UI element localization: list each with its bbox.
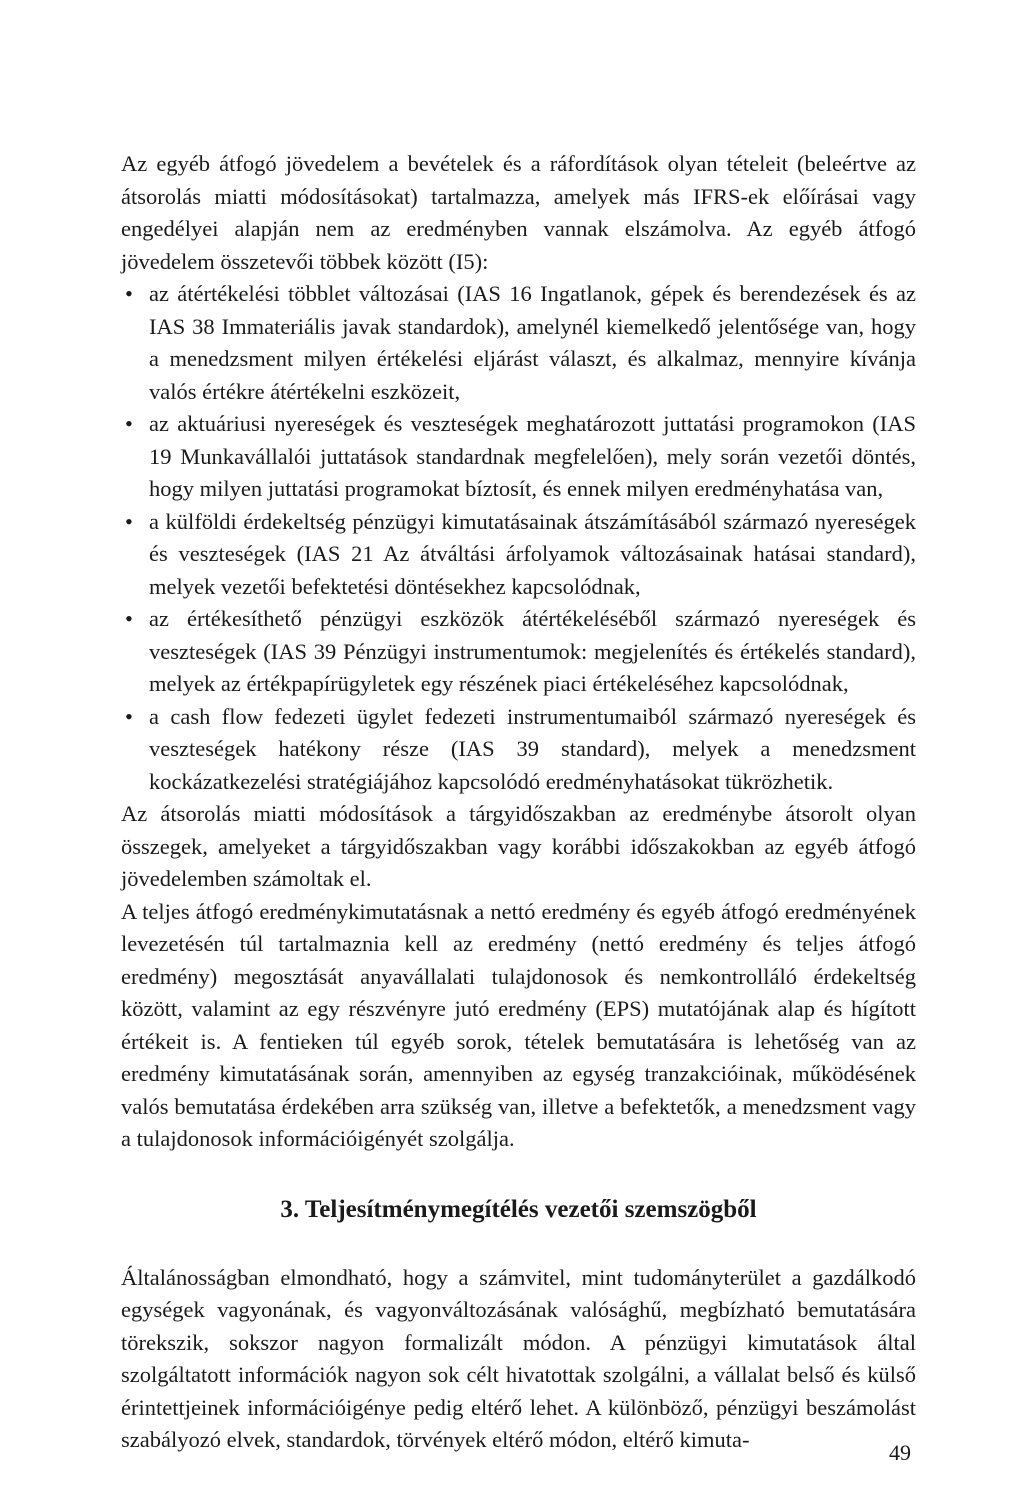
intro-paragraph: Az egyéb átfogó jövedelem a bevételek és a ráfordítások olyan tételeit (beleértve az átsorolás miatti módosításokat) tartalmazza, amelyek más IFRS-ek előírásai vagy engedélyei alapján nem az eredményben vannak elszámolva. Az egyéb átfogó jövedelem összetevői többek között (I5): [121, 151, 916, 274]
reclassification-paragraph: Az átsorolás miatti módosítások a tárgyidőszakban az eredménybe átsorolt olyan összegek, amelyeket a tárgyidőszakban vagy korábbi időszakokban az egyéb átfogó jövedelemben számoltak el. [121, 801, 916, 891]
list-item [121, 701, 916, 799]
list-item [121, 603, 916, 701]
bullet-icon: • [125, 606, 133, 631]
list-item-text: az értékesíthető pénzügyi eszközök átértékeléséből származó nyereségek és veszteségek (IAS 39 Pénzügyi instrumentumok: megjelenítés és értékelés standard), melyek az értékpapírügyletek egy részének piaci értékeléséhez kapcsolódnak, [149, 606, 916, 696]
bullet-icon: • [125, 508, 133, 534]
list-item [121, 278, 916, 408]
comprehensive-income-paragraph: A teljes átfogó eredménykimutatásnak a nettó eredmény és egyéb átfogó eredményének levezetésén túl tartalmaznia kell az eredmény (nettó eredmény és teljes átfogó eredmény) megosztását anyavállalati tulajdonosok és nemkontrolláló érdekeltség között, valamint az egy részvényre jutó eredmény (EPS) mutatójának alap és hígított értékeit is. A fentieken túl egyéb sorok, tételek bemutatására is lehetőség van az eredmény kimutatásának során, amennyiben az egység tranzakcióinak, működésének valós bemutatása érdekében arra szükség van, illetve a befektetők, a menedzsment vagy a tulajdonosok információigényét szolgálja. [121, 898, 916, 1151]
components-list [121, 278, 916, 798]
page-number: 49 [889, 1440, 911, 1465]
bullet-icon: • [125, 703, 133, 729]
list-item [121, 506, 916, 604]
document-page [121, 148, 916, 1457]
list-item [121, 408, 916, 506]
list-item-text: a cash flow fedezeti ügylet fedezeti instrumentumaiból származó nyereségek és veszteségek hatékony része (IAS 39 standard), melyek a menedzsment kockázatkezelési stratégiájához kapcsolódó eredményhatásokat tükrözhetik. [149, 703, 916, 794]
list-item-text: az aktuáriusi nyereségek és veszteségek meghatározott juttatási programokon (IAS 19 Munkavállalói juttatások standardnak megfelelően), mely során vezetői döntés, hogy milyen juttatási programokat bíztosít, és ennek milyen eredményhatása van, [149, 411, 916, 501]
section-body-paragraph: Általánosságban elmondható, hogy a számvitel, mint tudományterület a gazdálkodó egységek vagyonának, és vagyonváltozásának valósághű, megbízható bemutatására törekszik, sokszor nagyon formalizált módon. A pénzügyi kimutatások által szolgáltatott információk nagyon sok célt hivatottak szolgálni, a vállalat belső és külső érintettjeinek információigénye pedig eltérő lehet. A különböző, pénzügyi beszámolást szabályozó elvek, standardok, törvények eltérő módon, eltérő kimuta- [121, 1264, 916, 1452]
bullet-icon: • [125, 281, 133, 306]
list-item-text: a külföldi érdekeltség pénzügyi kimutatásainak átszámításából származó nyereségek és veszteségek (IAS 21 Az átváltási árfolyamok változásainak hatásai standard), melyek vezetői befektetési döntésekhez kapcsolódnak, [149, 508, 916, 599]
section-heading: 3. Teljesítménymegítélés vezetői szemszögből [280, 1195, 757, 1223]
list-item-text: az átértékelési többlet változásai (IAS 16 Ingatlanok, gépek és berendezések és az IAS 38 Immateriális javak standardok), amelynél kiemelkedő jelentősége van, hogy a menedzsment milyen értékelési eljárást választ, és alkalmaz, mennyire kívánja valós értékre átértékelni eszközeit, [149, 281, 916, 404]
bullet-icon: • [125, 411, 133, 436]
